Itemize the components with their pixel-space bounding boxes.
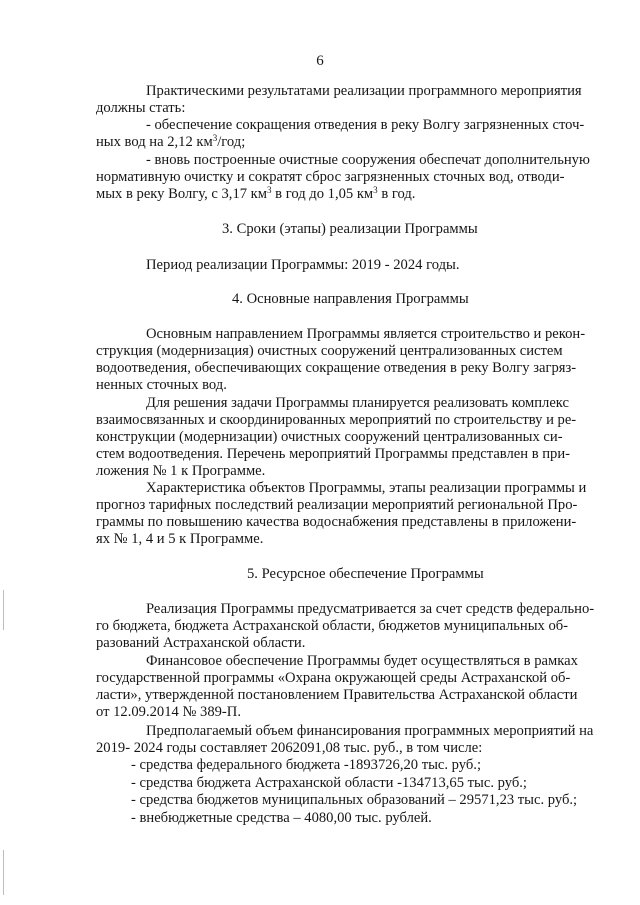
section-5-line: Реализация Программы предусматривается за счет средств федерально- <box>146 601 595 617</box>
section-4-line: Характеристика объектов Программы, этапы реализации программы и <box>146 480 587 496</box>
section-4-line: Основным направлением Программы является строительство и рекон- <box>146 326 586 342</box>
section-4-line: водоотведения, обеспечивающих сокращение отведения в реку Волгу загряз- <box>96 360 577 376</box>
section-5-line: - средства бюджетов муниципальных образований – 29571,23 тыс. руб.; <box>131 792 578 808</box>
section-4-line: граммы по повышению качества водоснабжения представлены в приложени- <box>96 514 577 530</box>
section-4-line: стем водоотведения. Перечень мероприятий Программы представлен в при- <box>96 446 571 462</box>
section-5-line: 2019- 2024 годы составляет 2062091,08 тыс. руб., в том числе: <box>96 740 483 756</box>
section-4-line: прогноз тарифных последствий реализации мероприятий региональной Про- <box>96 497 578 513</box>
section-3-period: Период реализации Программы: 2019 - 2024 годы. <box>146 257 460 273</box>
section-4-line: конструкции (модернизации) очистных сооружений централизованных си- <box>96 429 563 445</box>
intro-line-4-unit: /год; <box>217 134 246 150</box>
section-5-line: Финансовое обеспечение Программы будет осуществляться в рамках <box>146 653 578 669</box>
section-5-line: Предполагаемый объем финансирования программных мероприятий на <box>146 723 594 739</box>
page-number: 6 <box>316 53 324 69</box>
intro-line-4-text: ных вод на 2,12 км <box>96 134 213 150</box>
superscript: 3 <box>267 185 272 195</box>
section-4-line: ях № 1, 4 и 5 к Программе. <box>96 531 264 547</box>
section-4-line: ложения № 1 к Программе. <box>96 463 266 479</box>
intro-line-4 <box>96 134 245 151</box>
superscript: 3 <box>212 133 218 143</box>
intro-line-3: - обеспечение сокращения отведения в реку Волгу загрязненных сточ- <box>146 117 585 133</box>
section-5-line: от 12.09.2014 № 389-П. <box>96 704 241 720</box>
intro-line-2: должны стать: <box>96 100 186 116</box>
intro-line-5: - вновь построенные очистные сооружения обеспечат дополнительную <box>146 152 590 168</box>
section-4-title: 4. Основные направления Программы <box>232 291 469 307</box>
scan-edge-mark <box>3 850 4 895</box>
intro-line-7-a: мых в реку Волгу, с 3,17 км <box>96 186 268 202</box>
section-4-line: Для решения задачи Программы планируется реализовать комплекс <box>146 395 569 411</box>
section-5-line: - средства федерального бюджета -1893726,20 тыс. руб.; <box>131 757 482 773</box>
scan-edge-mark <box>3 590 4 630</box>
section-5-line: разований Астраханской области. <box>96 635 306 651</box>
intro-line-7-b: в год до 1,05 км <box>271 186 374 202</box>
section-5-line: - средства бюджета Астраханской области -134713,65 тыс. руб.; <box>131 775 527 791</box>
superscript: 3 <box>373 185 378 195</box>
section-4-line: ненных сточных вод. <box>96 377 227 393</box>
section-4-line: струкция (модернизация) очистных сооружений централизованных систем <box>96 343 563 359</box>
section-5-title: 5. Ресурсное обеспечение Программы <box>247 566 484 582</box>
section-5-line: - внебюджетные средства – 4080,00 тыс. рублей. <box>131 810 432 826</box>
section-5-line: го бюджета, бюджета Астраханской области, бюджетов муниципальных об- <box>96 618 569 634</box>
intro-line-7 <box>96 186 415 203</box>
intro-line-6: нормативную очистку и сократят сброс загрязненных сточных вод, отводи- <box>96 169 565 185</box>
section-5-line: государственной программы «Охрана окружающей среды Астраханской об- <box>96 670 571 686</box>
intro-line-1: Практическими результатами реализации программного мероприятия <box>146 83 582 99</box>
section-5-line: ласти», утвержденной постановлением Правительства Астраханской области <box>96 687 578 703</box>
section-3-title: 3. Сроки (этапы) реализации Программы <box>222 221 478 237</box>
intro-line-7-c: в год. <box>377 186 416 202</box>
section-4-line: взаимосвязанных и скоординированных мероприятий по строительству и ре- <box>96 412 577 428</box>
